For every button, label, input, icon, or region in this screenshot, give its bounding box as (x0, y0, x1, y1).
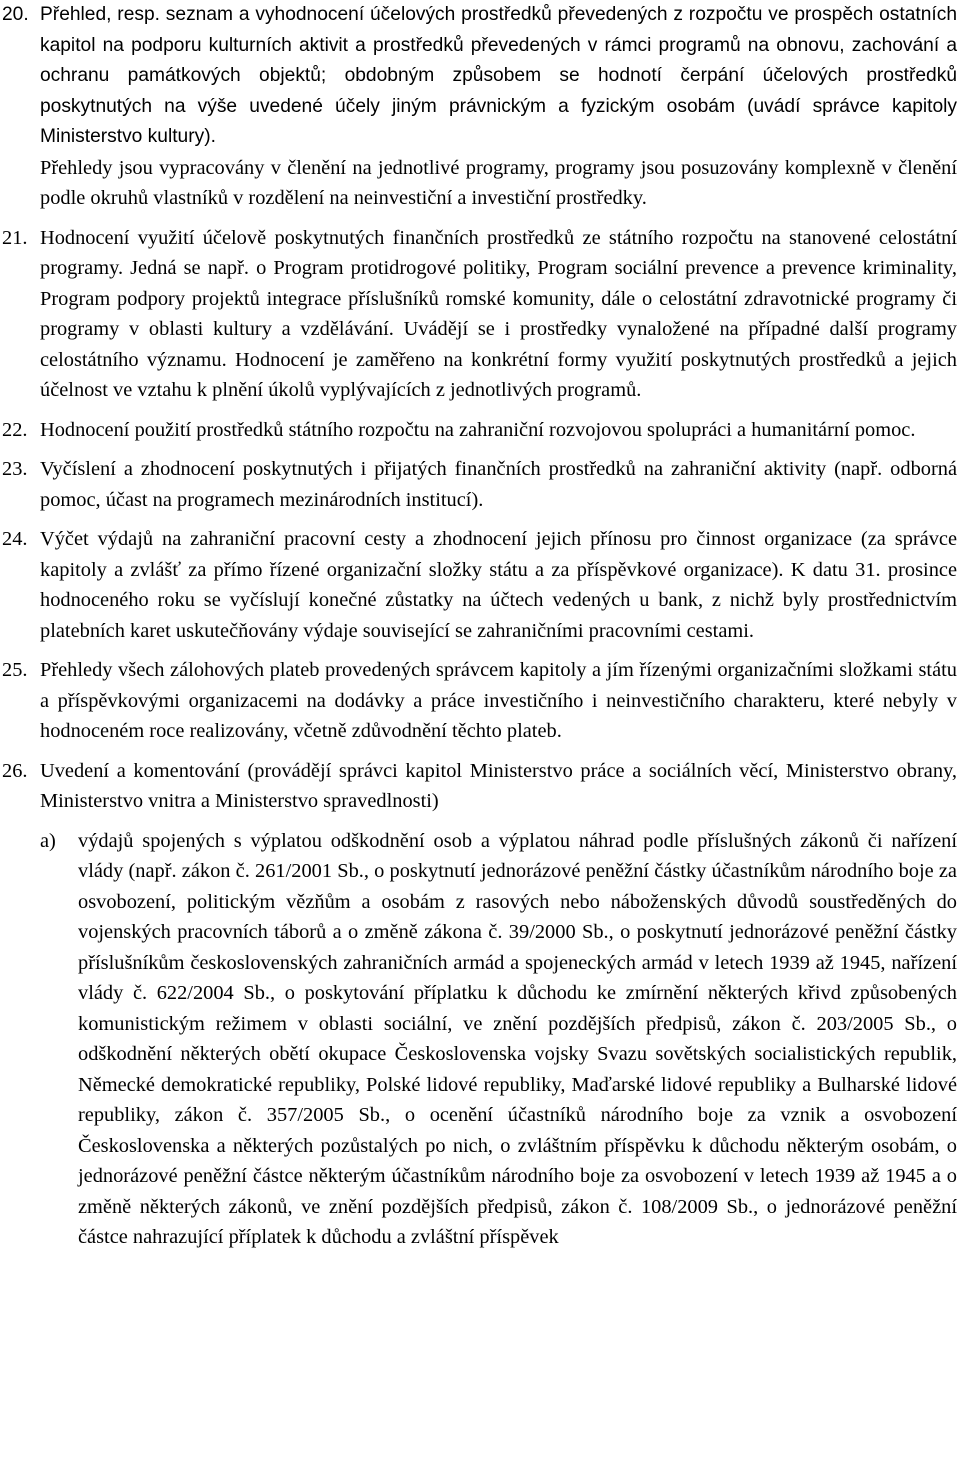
item-number: 24. (2, 528, 28, 550)
item-text: Výčet výdajů na zahraniční pracovní cesty a zhodnocení jejich přínosu pro činnost organizace (za správce kapitoly a zvlášť za přímo řízené organizační složky státu a za příspěvkové organizace). K datu 31. prosince hodnoceného roku se vyčíslují konečné zůstatky na účtech vedených u bank, z nichž byly prostřednictvím platebních karet uskutečňovány výdaje související se zahraničními pracovními cestami. (40, 528, 957, 642)
item-text: Hodnocení využití účelově poskytnutých finančních prostředků ze státního rozpočtu na stanovené celostátní programy. Jedná se např. o Program protidrogové politiky, Program sociální prevence a prevence kriminality, Program podpory projektů integrace příslušníků romské komunity, dále o celostátní zdravotnické programy či programy v oblasti kultury a vzdělávání. Uvádějí se i prostředky vynaložené na případné další programy celostátního významu. Hodnocení je zaměřeno na konkrétní formy využití poskytnutých prostředků a jejich účelnost ve vztahu k plnění úkolů vyplývajících z jednotlivých programů. (40, 226, 957, 401)
sub-item-letter: a) (40, 829, 56, 852)
item-number: 26. (2, 759, 28, 782)
item-number: 22. (2, 418, 28, 441)
list-item-21 (2, 223, 957, 406)
item-text: Přehledy všech zálohových plateb provedených správcem kapitoly a jím řízenými organizačními složkami státu a příspěvkovými organizacemi na dodávky a práce investičního i neinvestičního charakteru, které nebyly v hodnoceném roce realizovány, včetně zdůvodnění těchto plateb. (40, 659, 957, 742)
item-number: 25. (2, 659, 28, 681)
item-text: Přehled, resp. seznam a vyhodnocení účelových prostředků převedených z rozpočtu ve prospěch ostatních kapitol na podporu kulturních aktivit a prostředků převedených v rámci programů na obnovu, zachování a ochranu památkových objektů; obdobným způsobem se hodnotí čerpání účelových prostředků poskytnutých na výše uvedené účely jiným právnickým a fyzickým osobám (uvádí správce kapitoly Ministerstvo kultury). (40, 4, 957, 147)
list-item-25 (2, 655, 957, 747)
sub-item-text: výdajů spojených s výplatou odškodnění osob a výplatou náhrad podle příslušných zákonů či nařízení vlády (např. zákon č. 261/2001 Sb., o poskytnutí jednorázové peněžní částky účastníkům národního boje za osvobození, politickým vězňům a osobám z rasových nebo náboženských důvodů soustředěných do vojenských pracovních táborů a o změně zákona č. 39/2000 Sb., o poskytnutí jednorázové peněžní částky příslušníkům československých zahraničních armád a spojeneckých armád v letech 1939 až 1945, nařízení vlády č. 622/2004 Sb., o poskytování příplatku k důchodu ke zmírnění některých křivd způsobených komunistickým režimem v oblasti sociální, ve znění pozdějších předpisů, zákon č. 203/2005 Sb., o odškodnění některých obětí okupace Československa vojsky Svazu sovětských socialistických republik, Německé demokratické republiky, Polské lidové republiky, Maďarské lidové republiky a Bulharské lidové republiky, zákon č. 357/2005 Sb., o ocenění účastníků národního boje za vznik a osvobození Československa a některých pozůstalých po nich, o zvláštním příspěvku k důchodu některým osobám, o jednorázové peněžní částce některým účastníkům národního boje za osvobození v letech 1939 až 1945 a o změně některých zákonů, ve znění pozdějších předpisů, zákon č. 108/2009 Sb., o jednorázové peněžní částce nahrazující příplatek k důchodu a zvláštní příspěvek (78, 829, 957, 1248)
sub-item-a (40, 826, 957, 1253)
list-item-26 (2, 756, 957, 1253)
item-number: 21. (2, 226, 28, 249)
item-text: Hodnocení použití prostředků státního rozpočtu na zahraniční rozvojovou spolupráci a humanitární pomoc. (40, 418, 916, 441)
item-number: 20. (2, 4, 29, 25)
item-number: 23. (2, 458, 28, 480)
list-item-20 (2, 0, 957, 214)
item-text: Uvedení a komentování (provádějí správci kapitol Ministerstvo práce a sociálních věcí, Ministerstvo obrany, Ministerstvo vnitra a Ministerstvo spravedlnosti) (40, 759, 957, 812)
item-text: Vyčíslení a zhodnocení poskytnutých i přijatých finančních prostředků na zahraniční aktivity (např. odborná pomoc, účast na programech mezinárodních institucí). (40, 458, 957, 511)
list-item-22 (2, 415, 957, 446)
list-item-24 (2, 524, 957, 646)
list-item-23 (2, 454, 957, 515)
item-text-continued: Přehledy jsou vypracovány v členění na jednotlivé programy, programy jsou posuzovány komplexně v členění podle okruhů vlastníků v rozdělení na neinvestiční a investiční prostředky. (40, 156, 957, 209)
